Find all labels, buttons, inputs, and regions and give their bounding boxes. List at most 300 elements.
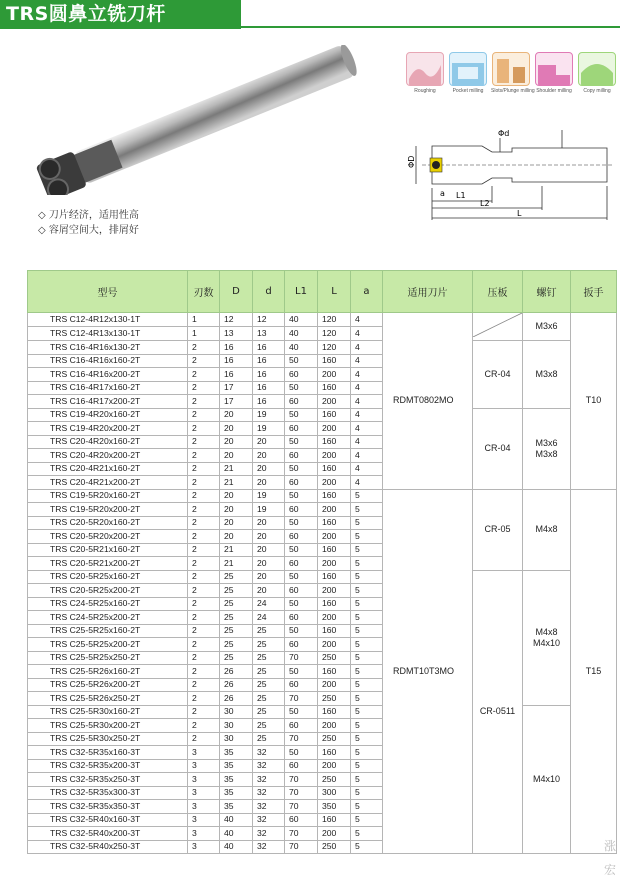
column-header: 型号	[28, 271, 188, 313]
insert-cell: RDMT0802MO	[383, 313, 473, 490]
value-cell: 2	[188, 503, 220, 517]
value-cell: 25	[253, 732, 285, 746]
value-cell: 2	[188, 476, 220, 490]
value-cell: 4	[351, 368, 383, 382]
operation-label: Pocket milling	[452, 88, 484, 94]
value-cell: 60	[285, 813, 318, 827]
value-cell: 2	[188, 719, 220, 733]
column-header: 扳手	[571, 271, 617, 313]
value-cell: 5	[351, 624, 383, 638]
value-cell: 5	[351, 489, 383, 503]
model-cell: TRS C20-4R20x160-2T	[28, 435, 188, 449]
value-cell: 32	[253, 840, 285, 854]
column-header: 适用刀片	[383, 271, 473, 313]
model-cell: TRS C16-4R16x200-2T	[28, 368, 188, 382]
value-cell: 32	[253, 827, 285, 841]
tool-holder-image	[30, 45, 360, 195]
value-cell: 5	[351, 692, 383, 706]
value-cell: 60	[285, 449, 318, 463]
table-row	[28, 489, 617, 503]
value-cell: 20	[253, 543, 285, 557]
value-cell: 200	[318, 611, 351, 625]
value-cell: 12	[220, 313, 253, 327]
model-cell: TRS C25-5R26x250-2T	[28, 692, 188, 706]
value-cell: 5	[351, 665, 383, 679]
value-cell: 50	[285, 462, 318, 476]
value-cell: 60	[285, 611, 318, 625]
model-cell: TRS C12-4R12x130-1T	[28, 313, 188, 327]
value-cell: 160	[318, 570, 351, 584]
model-cell: TRS C25-5R25x160-2T	[28, 624, 188, 638]
value-cell: 40	[220, 840, 253, 854]
value-cell: 25	[253, 692, 285, 706]
value-cell: 160	[318, 435, 351, 449]
value-cell: 3	[188, 827, 220, 841]
value-cell: 20	[253, 584, 285, 598]
model-cell: TRS C32-5R35x300-3T	[28, 786, 188, 800]
value-cell: 2	[188, 462, 220, 476]
value-cell: 200	[318, 557, 351, 571]
value-cell: 20	[220, 435, 253, 449]
value-cell: 200	[318, 638, 351, 652]
value-cell: 35	[220, 800, 253, 814]
operation-label: Copy milling	[583, 88, 611, 94]
model-cell: TRS C25-5R25x250-2T	[28, 651, 188, 665]
value-cell: 1	[188, 313, 220, 327]
value-cell: 2	[188, 624, 220, 638]
value-cell: 5	[351, 638, 383, 652]
value-cell: 200	[318, 476, 351, 490]
value-cell: 60	[285, 503, 318, 517]
value-cell: 20	[253, 435, 285, 449]
value-cell: 32	[253, 759, 285, 773]
screw-value: M4x10	[532, 637, 560, 648]
value-cell: 60	[285, 476, 318, 490]
value-cell: 5	[351, 611, 383, 625]
value-cell: 13	[253, 327, 285, 341]
value-cell: 5	[351, 597, 383, 611]
roughing-icon	[406, 52, 444, 86]
value-cell: 4	[351, 313, 383, 327]
column-header: 刃数	[188, 271, 220, 313]
value-cell: 5	[351, 786, 383, 800]
value-cell: 3	[188, 759, 220, 773]
screw-value: M4x8	[535, 626, 558, 637]
value-cell: 2	[188, 354, 220, 368]
value-cell: 3	[188, 840, 220, 854]
value-cell: 5	[351, 813, 383, 827]
value-cell: 20	[220, 503, 253, 517]
value-cell: 25	[220, 570, 253, 584]
model-cell: TRS C25-5R26x200-2T	[28, 678, 188, 692]
screw-cell: M4x10	[523, 705, 571, 854]
table-body	[28, 313, 617, 854]
value-cell: 4	[351, 435, 383, 449]
value-cell: 21	[220, 557, 253, 571]
value-cell: 25	[220, 584, 253, 598]
value-cell: 160	[318, 489, 351, 503]
value-cell: 2	[188, 732, 220, 746]
value-cell: 160	[318, 354, 351, 368]
clamp-cell: CR-04	[473, 341, 523, 409]
value-cell: 160	[318, 705, 351, 719]
column-header: 螺钉	[523, 271, 571, 313]
value-cell: 3	[188, 746, 220, 760]
value-cell: 70	[285, 800, 318, 814]
value-cell: 25	[220, 638, 253, 652]
spec-table	[27, 270, 617, 854]
value-cell: 25	[253, 624, 285, 638]
title-underline	[241, 26, 620, 28]
value-cell: 120	[318, 341, 351, 355]
value-cell: 40	[285, 313, 318, 327]
value-cell: 5	[351, 746, 383, 760]
value-cell: 4	[351, 395, 383, 409]
value-cell: 200	[318, 678, 351, 692]
value-cell: 30	[220, 732, 253, 746]
value-cell: 25	[253, 665, 285, 679]
value-cell: 25	[220, 611, 253, 625]
value-cell: 20	[253, 530, 285, 544]
screw-cell: M4x8	[523, 489, 571, 570]
value-cell: 2	[188, 692, 220, 706]
value-cell: 5	[351, 678, 383, 692]
value-cell: 16	[220, 341, 253, 355]
column-header: d	[253, 271, 285, 313]
value-cell: 200	[318, 759, 351, 773]
value-cell: 16	[253, 368, 285, 382]
model-cell: TRS C32-5R40x250-3T	[28, 840, 188, 854]
L-label: L	[517, 209, 522, 218]
value-cell: 40	[285, 341, 318, 355]
value-cell: 70	[285, 773, 318, 787]
value-cell: 2	[188, 435, 220, 449]
value-cell: 20	[220, 530, 253, 544]
value-cell: 2	[188, 368, 220, 382]
value-cell: 50	[285, 570, 318, 584]
value-cell: 20	[220, 422, 253, 436]
value-cell: 2	[188, 584, 220, 598]
model-cell: TRS C32-5R35x160-3T	[28, 746, 188, 760]
value-cell: 70	[285, 651, 318, 665]
screw-value: M3x8	[535, 448, 558, 459]
table-header-row	[28, 271, 617, 313]
value-cell: 300	[318, 786, 351, 800]
value-cell: 2	[188, 705, 220, 719]
value-cell: 5	[351, 557, 383, 571]
value-cell: 200	[318, 395, 351, 409]
value-cell: 160	[318, 462, 351, 476]
value-cell: 5	[351, 705, 383, 719]
model-cell: TRS C19-5R20x160-2T	[28, 489, 188, 503]
value-cell: 2	[188, 530, 220, 544]
watermark-char: 涨	[604, 839, 617, 853]
operation-slot-milling	[491, 52, 535, 94]
value-cell: 4	[351, 354, 383, 368]
value-cell: 160	[318, 813, 351, 827]
model-cell: TRS C20-4R21x160-2T	[28, 462, 188, 476]
value-cell: 32	[253, 813, 285, 827]
value-cell: 1	[188, 327, 220, 341]
value-cell: 24	[253, 597, 285, 611]
L2-label: L2	[480, 199, 490, 208]
value-cell: 50	[285, 746, 318, 760]
pocket-milling-icon	[449, 52, 487, 86]
watermark	[604, 834, 616, 882]
value-cell: 200	[318, 530, 351, 544]
value-cell: 160	[318, 381, 351, 395]
value-cell: 5	[351, 732, 383, 746]
operation-label: Shoulder milling	[536, 88, 572, 94]
table-row	[28, 570, 617, 584]
value-cell: 32	[253, 800, 285, 814]
page-title: TRS圆鼻立铣刀杆	[0, 0, 241, 29]
value-cell: 3	[188, 786, 220, 800]
model-cell: TRS C20-5R21x200-2T	[28, 557, 188, 571]
value-cell: 2	[188, 570, 220, 584]
model-cell: TRS C20-5R20x200-2T	[28, 530, 188, 544]
empty-diagonal-cell	[473, 313, 523, 341]
model-cell: TRS C16-4R16x160-2T	[28, 354, 188, 368]
value-cell: 160	[318, 597, 351, 611]
model-cell: TRS C20-4R21x200-2T	[28, 476, 188, 490]
value-cell: 50	[285, 354, 318, 368]
value-cell: 2	[188, 678, 220, 692]
value-cell: 19	[253, 489, 285, 503]
value-cell: 2	[188, 422, 220, 436]
value-cell: 25	[253, 651, 285, 665]
value-cell: 4	[351, 381, 383, 395]
value-cell: 16	[253, 381, 285, 395]
value-cell: 50	[285, 435, 318, 449]
value-cell: 120	[318, 313, 351, 327]
value-cell: 3	[188, 800, 220, 814]
value-cell: 200	[318, 719, 351, 733]
value-cell: 35	[220, 759, 253, 773]
value-cell: 5	[351, 530, 383, 544]
value-cell: 40	[285, 327, 318, 341]
value-cell: 2	[188, 651, 220, 665]
value-cell: 5	[351, 773, 383, 787]
value-cell: 24	[253, 611, 285, 625]
value-cell: 50	[285, 705, 318, 719]
model-cell: TRS C19-4R20x200-2T	[28, 422, 188, 436]
value-cell: 13	[220, 327, 253, 341]
wrench-cell: T15	[571, 489, 617, 854]
column-header: 压板	[473, 271, 523, 313]
value-cell: 2	[188, 489, 220, 503]
clamp-cell: CR-04	[473, 408, 523, 489]
value-cell: 2	[188, 638, 220, 652]
model-cell: TRS C24-5R25x160-2T	[28, 597, 188, 611]
value-cell: 20	[253, 476, 285, 490]
value-cell: 2	[188, 611, 220, 625]
value-cell: 21	[220, 462, 253, 476]
model-cell: TRS C24-5R25x200-2T	[28, 611, 188, 625]
value-cell: 35	[220, 746, 253, 760]
value-cell: 16	[253, 341, 285, 355]
value-cell: 50	[285, 516, 318, 530]
value-cell: 2	[188, 449, 220, 463]
value-cell: 17	[220, 395, 253, 409]
value-cell: 50	[285, 381, 318, 395]
value-cell: 160	[318, 408, 351, 422]
model-cell: TRS C16-4R17x160-2T	[28, 381, 188, 395]
value-cell: 19	[253, 408, 285, 422]
value-cell: 200	[318, 827, 351, 841]
model-cell: TRS C20-5R25x160-2T	[28, 570, 188, 584]
wrench-cell: T10	[571, 313, 617, 490]
screw-cell: M3x8	[523, 341, 571, 409]
screw-value: M3x6	[535, 437, 558, 448]
model-cell: TRS C32-5R40x200-3T	[28, 827, 188, 841]
value-cell: 60	[285, 530, 318, 544]
operation-shoulder-milling	[534, 52, 574, 94]
value-cell: 2	[188, 381, 220, 395]
copy-milling-icon	[578, 52, 616, 86]
value-cell: 60	[285, 719, 318, 733]
value-cell: 20	[220, 516, 253, 530]
value-cell: 2	[188, 597, 220, 611]
value-cell: 20	[253, 449, 285, 463]
value-cell: 60	[285, 584, 318, 598]
value-cell: 4	[351, 408, 383, 422]
value-cell: 200	[318, 503, 351, 517]
diameter-d-label: Φd	[498, 129, 510, 138]
value-cell: 50	[285, 665, 318, 679]
model-cell: TRS C32-5R35x200-3T	[28, 759, 188, 773]
value-cell: 25	[220, 624, 253, 638]
value-cell: 25	[253, 638, 285, 652]
screw-cell	[523, 408, 571, 489]
value-cell: 25	[220, 651, 253, 665]
table-row	[28, 408, 617, 422]
value-cell: 16	[253, 395, 285, 409]
diameter-D-label: ΦD	[407, 155, 416, 168]
value-cell: 5	[351, 651, 383, 665]
feature-item: ◇ 刀片经济，适用性高	[38, 210, 139, 221]
value-cell: 350	[318, 800, 351, 814]
value-cell: 20	[253, 462, 285, 476]
model-cell: TRS C25-5R30x200-2T	[28, 719, 188, 733]
value-cell: 200	[318, 449, 351, 463]
operation-icons	[405, 52, 620, 100]
value-cell: 35	[220, 773, 253, 787]
operation-copy-milling	[577, 52, 617, 94]
value-cell: 20	[253, 516, 285, 530]
value-cell: 19	[253, 503, 285, 517]
value-cell: 4	[351, 327, 383, 341]
value-cell: 200	[318, 368, 351, 382]
value-cell: 60	[285, 638, 318, 652]
value-cell: 26	[220, 678, 253, 692]
value-cell: 160	[318, 665, 351, 679]
value-cell: 17	[220, 381, 253, 395]
value-cell: 160	[318, 624, 351, 638]
L1-label: L1	[456, 191, 466, 200]
value-cell: 50	[285, 543, 318, 557]
operation-label: Roughing	[414, 88, 436, 94]
value-cell: 120	[318, 327, 351, 341]
value-cell: 26	[220, 692, 253, 706]
value-cell: 12	[253, 313, 285, 327]
model-cell: TRS C32-5R35x350-3T	[28, 800, 188, 814]
slot-milling-icon	[492, 52, 530, 86]
model-cell: TRS C32-5R40x160-3T	[28, 813, 188, 827]
table-row	[28, 341, 617, 355]
insert-cell: RDMT10T3MO	[383, 489, 473, 854]
column-header: L	[318, 271, 351, 313]
operation-roughing	[405, 52, 445, 94]
value-cell: 3	[188, 813, 220, 827]
feature-list	[38, 208, 139, 238]
operation-pocket-milling	[448, 52, 488, 94]
value-cell: 60	[285, 395, 318, 409]
column-header: L1	[285, 271, 318, 313]
value-cell: 4	[351, 476, 383, 490]
a-label: a	[440, 189, 445, 198]
value-cell: 2	[188, 395, 220, 409]
value-cell: 250	[318, 773, 351, 787]
value-cell: 250	[318, 732, 351, 746]
value-cell: 5	[351, 827, 383, 841]
model-cell: TRS C32-5R35x250-3T	[28, 773, 188, 787]
model-cell: TRS C20-5R20x160-2T	[28, 516, 188, 530]
value-cell: 20	[220, 408, 253, 422]
value-cell: 70	[285, 692, 318, 706]
value-cell: 2	[188, 557, 220, 571]
value-cell: 4	[351, 341, 383, 355]
screw-cell: M3x6	[523, 313, 571, 341]
value-cell: 30	[220, 705, 253, 719]
value-cell: 250	[318, 840, 351, 854]
operation-label: Slots/Plunge milling	[491, 88, 535, 94]
value-cell: 20	[253, 557, 285, 571]
value-cell: 16	[220, 368, 253, 382]
value-cell: 35	[220, 786, 253, 800]
value-cell: 160	[318, 746, 351, 760]
value-cell: 60	[285, 368, 318, 382]
value-cell: 32	[253, 746, 285, 760]
value-cell: 26	[220, 665, 253, 679]
value-cell: 5	[351, 584, 383, 598]
value-cell: 60	[285, 557, 318, 571]
model-cell: TRS C25-5R26x160-2T	[28, 665, 188, 679]
value-cell: 70	[285, 732, 318, 746]
column-header: D	[220, 271, 253, 313]
value-cell: 5	[351, 543, 383, 557]
model-cell: TRS C16-4R17x200-2T	[28, 395, 188, 409]
model-cell: TRS C16-4R16x130-2T	[28, 341, 188, 355]
dimension-diagram	[392, 108, 617, 228]
model-cell: TRS C25-5R25x200-2T	[28, 638, 188, 652]
value-cell: 70	[285, 827, 318, 841]
model-cell: TRS C19-4R20x160-2T	[28, 408, 188, 422]
value-cell: 21	[220, 476, 253, 490]
value-cell: 40	[220, 827, 253, 841]
model-cell: TRS C20-4R20x200-2T	[28, 449, 188, 463]
value-cell: 60	[285, 678, 318, 692]
value-cell: 5	[351, 759, 383, 773]
value-cell: 5	[351, 840, 383, 854]
clamp-cell: CR-0511	[473, 570, 523, 854]
diagonal-line	[473, 313, 522, 337]
value-cell: 2	[188, 543, 220, 557]
value-cell: 5	[351, 800, 383, 814]
value-cell: 21	[220, 543, 253, 557]
value-cell: 2	[188, 516, 220, 530]
value-cell: 20	[220, 489, 253, 503]
